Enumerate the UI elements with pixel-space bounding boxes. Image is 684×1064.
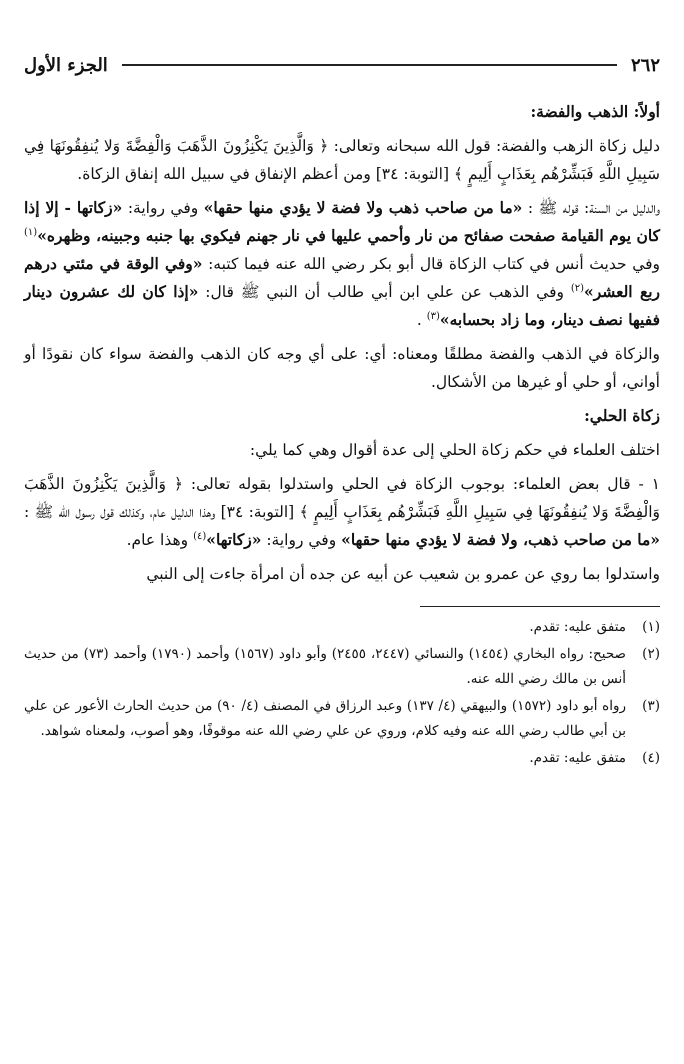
footnote-number: (١) (642, 619, 660, 635)
opinion-1-riwaya: وفي رواية: (261, 531, 342, 549)
footnote-ref-1[interactable]: (١) (24, 226, 38, 238)
section-heading-gold-silver: أولاً: الذهب والفضة: (530, 102, 660, 121)
header-rule (122, 64, 617, 66)
hadith-quote-1: «ما من صاحب ذهب ولا فضة لا يؤدي منها حقها» (203, 198, 523, 217)
sunnah-end: . (416, 311, 427, 329)
hadith-quote-3: «وفي الوقة في مئتي درهم ربع العشر» (24, 254, 660, 301)
footnote-text: صحيح: رواه البخاري (١٤٥٤) والنسائي (٢٤٤٧، ٢٤٥٥) وأبو داود (١٥٦٧) وأحمد (١٧٩٠) وأحمد (٧٣) من حديث أنس بن مالك رضي الله عنه. (24, 646, 627, 687)
footnote-item (24, 694, 660, 744)
paragraph-amr-hadith: واستدلوا بما روي عن عمرو بن شعيب عن أبيه عن جده أن امرأة جاءت إلى النبي (146, 565, 660, 583)
paragraph-opinion-1 (24, 470, 660, 554)
hadith-quote-2: «زكاتها - إلا إذا كان يوم القيامة صفحت صفائح من نار وأحمي عليها في نار جهنم فيكوي بها جنبه وجبينه، وظهره» (24, 198, 660, 245)
paragraph-sunnah-evidence (24, 194, 660, 334)
main-text (24, 98, 660, 588)
footnote-item (24, 642, 660, 692)
sunnah-anas: وفي حديث أنس في كتاب الزكاة قال أبو بكر رضي الله عنه فيما كتبه: (202, 255, 661, 273)
section-heading-jewelry: زكاة الحلي: (584, 406, 660, 425)
footnote-item (24, 615, 660, 640)
book-page (24, 52, 660, 773)
sunnah-riwaya: وفي رواية: (122, 199, 204, 217)
footnote-text: متفق عليه: تقدم. (529, 750, 626, 766)
footnote-item (24, 746, 660, 771)
footnote-ref-4[interactable]: (٤) (193, 530, 207, 542)
footnote-ref-2[interactable]: (٢) (570, 282, 585, 294)
hadith-quote-6: «زكاتها» (206, 530, 262, 549)
footnote-text: رواه أبو داود (١٥٧٢) والبيهقي (٤/ ١٣٧) وعبد الرزاق في المصنف (٤/ ٩٠) من حديث الحارث الأعور عن علي بن أبي طالب رضي الله عنه وفيه كلام، وروي عن علي رضي الله عنه موقوفًا، وهو أصوب، ولمعناه شواهد. (24, 698, 627, 739)
footnote-number: (٤) (642, 750, 660, 766)
opinion-1-end: وهذا عام. (126, 531, 194, 549)
page-number: ٢٦٢ (630, 54, 660, 76)
footnote-number: (٣) (642, 698, 660, 714)
paragraph-scholars-disagree: اختلف العلماء في حكم زكاة الحلي إلى عدة أقوال وهي كما يلي: (249, 441, 660, 459)
opinion-1-text: ١ - قال بعض العلماء: بوجوب الزكاة في الحلي واستدلوا بقوله تعالى: ﴿ وَالَّذِينَ يَكْنِزُونَ الذَّهَبَ وَالْفِضَّةَ وَلا يُنفِقُونَهَا فِي سَبِيلِ اللَّهِ فَبَشِّرْهُم بِعَذَابٍ أَلِيمٍ ﴾ [التوبة: ٣٤] وهذا الدليل عام، وكذلك قول رسول الله ﷺ : (24, 475, 660, 521)
sunnah-ali: وفي الذهب عن علي ابن أبي طالب أن النبي ﷺ قال: (198, 283, 571, 301)
hadith-quote-5: «ما من صاحب ذهب، ولا فضة لا يؤدي منها حقها» (341, 530, 660, 549)
footnote-text: متفق عليه: تقدم. (529, 619, 626, 635)
page-header (24, 52, 660, 78)
footnote-number: (٢) (642, 646, 660, 662)
footnote-ref-3[interactable]: (٣) (426, 310, 440, 322)
paragraph-quran-evidence: دليل زكاة الزهب والفضة: قول الله سبحانه وتعالى: ﴿ وَالَّذِينَ يَكْنِزُونَ الذَّهَبَ وَالْفِضَّةَ وَلا يُنفِقُونَهَا فِي سَبِيلِ اللَّهِ فَبَشِّرْهُم بِعَذَابٍ أَلِيمٍ ﴾ [التوبة: ٣٤] ومن أعظم الإنفاق في سبيل الله إنفاق الزكاة. (24, 137, 660, 183)
paragraph-general-zakat: والزكاة في الذهب والفضة مطلقًا ومعناه: أي: على أي وجه كان الذهب والفضة سواء كان نقودًا أو أواني، أو حلي أو غيرها من الأشكال. (24, 345, 660, 391)
part-title: الجزء الأول (24, 54, 108, 76)
footnote-separator (420, 606, 660, 607)
footnotes (24, 615, 660, 771)
sunnah-intro: والدليل من السنة: قوله ﷺ : (522, 199, 660, 217)
hadith-quote-4: «إذا كان لك عشرون دينار ففيها نصف دينار، وما زاد بحسابه» (24, 282, 660, 329)
